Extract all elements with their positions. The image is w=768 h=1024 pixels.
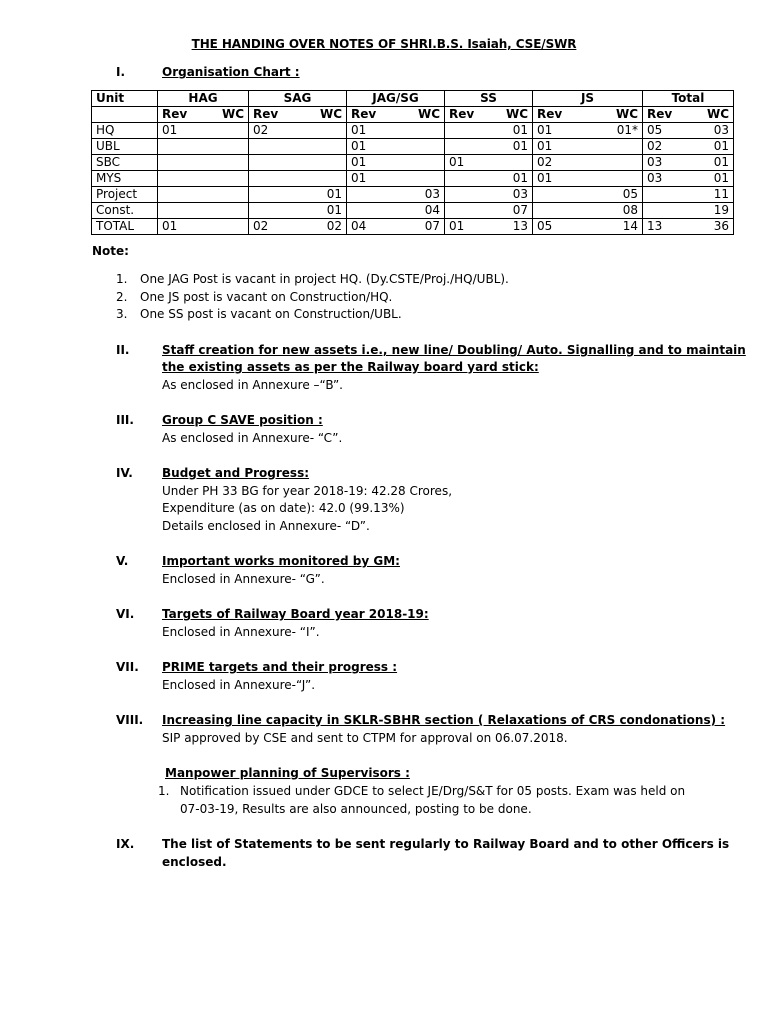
table-unit-cell: Const. — [92, 203, 158, 219]
table-value-wc — [426, 123, 440, 138]
table-cell — [158, 171, 249, 187]
section-6-body: Enclosed in Annexure- “I”. — [162, 625, 320, 639]
note-2-text: One JS post is vacant on Construction/HQ. — [140, 290, 393, 304]
table-cell — [533, 139, 643, 155]
section-2-number: II. — [116, 343, 130, 357]
table-value-rev: 01 — [351, 171, 367, 185]
sub-wc: WC — [221, 107, 244, 121]
table-value-rev: 01 — [449, 155, 465, 169]
table-value-rev: 05 — [647, 123, 663, 137]
sub-rev: Rev — [449, 107, 475, 121]
table-cell — [445, 171, 533, 187]
table-cell — [445, 123, 533, 139]
table-row — [92, 187, 734, 203]
section-3-number: III. — [116, 413, 134, 427]
table-unit-cell: UBL — [92, 139, 158, 155]
subheader-cell — [533, 107, 643, 123]
sub-rev: Rev — [647, 107, 673, 121]
table-cell — [643, 155, 734, 171]
table-value-rev: 04 — [351, 219, 367, 233]
header-total: Total — [643, 91, 734, 107]
section-9-line1: The list of Statements to be sent regularly to Railway Board and to other Officers is — [162, 837, 730, 851]
table-cell — [249, 187, 347, 203]
table-row — [92, 171, 734, 187]
table-cell — [643, 123, 734, 139]
table-value-wc: 07 — [424, 219, 440, 233]
table-value-wc: 05 — [622, 187, 638, 201]
table-cell — [347, 219, 445, 235]
table-value-wc — [624, 139, 638, 154]
header-jag-sg: JAG/SG — [347, 91, 445, 107]
table-cell — [347, 203, 445, 219]
manpower-item-line2: 07-03-19, Results are also announced, posting to be done. — [180, 802, 532, 816]
table-value-wc: 14 — [622, 219, 638, 233]
section-9-number: IX. — [116, 837, 135, 851]
table-value-rev — [449, 139, 463, 154]
subheader-cell — [158, 107, 249, 123]
table-value-rev: 03 — [647, 171, 663, 185]
table-value-wc: 01 — [512, 171, 528, 185]
subheader-blank — [92, 107, 158, 123]
table-row — [92, 219, 734, 235]
sub-wc: WC — [417, 107, 440, 121]
subheader-cell — [347, 107, 445, 123]
table-value-wc: 08 — [622, 203, 638, 217]
table-value-rev: 02 — [253, 123, 269, 137]
note-2-number: 2. — [116, 290, 128, 304]
table-cell — [533, 203, 643, 219]
table-value-wc — [328, 123, 342, 138]
table-value-wc — [426, 139, 440, 154]
table-cell — [158, 139, 249, 155]
section-8-heading: Increasing line capacity in SKLR-SBHR section ( Relaxations of CRS condonations) : — [162, 713, 726, 727]
table-cell — [347, 123, 445, 139]
table-cell — [158, 203, 249, 219]
sub-rev: Rev — [351, 107, 377, 121]
table-value-wc: 03 — [713, 123, 729, 137]
table-row — [92, 123, 734, 139]
table-cell — [249, 155, 347, 171]
section-8-body: SIP approved by CSE and sent to CTPM for approval on 06.07.2018. — [162, 731, 568, 745]
section-2-body: As enclosed in Annexure –“B”. — [162, 378, 343, 392]
table-value-rev: 02 — [253, 219, 269, 233]
table-cell — [347, 155, 445, 171]
table-subheader-row — [92, 107, 734, 123]
table-value-rev: 01 — [537, 123, 553, 137]
section-4-heading: Budget and Progress: — [162, 466, 310, 480]
table-value-rev — [351, 187, 365, 202]
table-cell — [533, 123, 643, 139]
section-7-number: VII. — [116, 660, 139, 674]
table-value-wc — [230, 123, 244, 138]
table-value-wc: 03 — [424, 187, 440, 201]
table-cell — [643, 187, 734, 203]
table-cell — [445, 219, 533, 235]
table-value-wc — [514, 155, 528, 170]
table-value-rev: 01 — [351, 123, 367, 137]
table-value-wc: 01 — [713, 171, 729, 185]
table-cell — [249, 139, 347, 155]
table-cell — [249, 219, 347, 235]
table-value-wc — [426, 171, 440, 186]
manpower-item-line1: Notification issued under GDCE to select JE/Drg/S&T for 05 posts. Exam was held on — [180, 784, 686, 798]
section-7-body: Enclosed in Annexure-“J”. — [162, 678, 316, 692]
table-value-wc: 11 — [713, 187, 729, 201]
table-cell — [445, 203, 533, 219]
table-value-wc: 01 — [326, 187, 342, 201]
manpower-item-number: 1. — [158, 784, 170, 798]
section-4-number: IV. — [116, 466, 133, 480]
table-value-rev — [449, 123, 463, 138]
table-value-wc — [426, 155, 440, 170]
sub-wc: WC — [706, 107, 729, 121]
table-value-rev: 01 — [537, 139, 553, 153]
table-cell — [533, 219, 643, 235]
table-value-rev: 05 — [537, 219, 553, 233]
sub-wc: WC — [505, 107, 528, 121]
table-value-rev: 02 — [537, 155, 553, 169]
table-cell — [158, 155, 249, 171]
table-cell — [347, 139, 445, 155]
subheader-cell — [249, 107, 347, 123]
sub-rev: Rev — [537, 107, 563, 121]
note-1-text: One JAG Post is vacant in project HQ. (Dy.CSTE/Proj./HQ/UBL). — [140, 272, 509, 286]
sub-rev: Rev — [253, 107, 279, 121]
table-value-wc: 07 — [512, 203, 528, 217]
table-value-wc: 01 — [713, 139, 729, 153]
section-6-heading: Targets of Railway Board year 2018-19: — [162, 607, 429, 621]
table-value-rev: 13 — [647, 219, 663, 233]
table-value-wc: 01 — [326, 203, 342, 217]
table-value-rev — [253, 187, 267, 202]
table-row — [92, 139, 734, 155]
section-4-line1: Under PH 33 BG for year 2018-19: 42.28 Crores, — [162, 484, 453, 498]
section-6-number: VI. — [116, 607, 135, 621]
table-unit-cell: SBC — [92, 155, 158, 171]
table-row — [92, 155, 734, 171]
table-value-wc: 02 — [326, 219, 342, 233]
table-cell — [158, 187, 249, 203]
table-value-rev — [647, 203, 661, 218]
table-cell — [533, 171, 643, 187]
table-value-wc: 01 — [713, 155, 729, 169]
table-header-row — [92, 91, 734, 107]
table-cell — [643, 219, 734, 235]
section-3-body: As enclosed in Annexure- “C”. — [162, 431, 343, 445]
table-cell — [158, 123, 249, 139]
table-cell — [445, 187, 533, 203]
table-cell — [347, 171, 445, 187]
section-1-heading: Organisation Chart : — [162, 65, 300, 79]
header-hag: HAG — [158, 91, 249, 107]
table-cell — [347, 187, 445, 203]
section-3-heading: Group C SAVE position : — [162, 413, 323, 427]
table-value-wc: 19 — [713, 203, 729, 217]
table-value-wc: 03 — [512, 187, 528, 201]
subheader-cell — [445, 107, 533, 123]
subheader-cell — [643, 107, 734, 123]
table-value-rev — [647, 187, 661, 202]
table-cell — [445, 139, 533, 155]
table-cell — [249, 171, 347, 187]
table-unit-cell: MYS — [92, 171, 158, 187]
section-4-line2: Expenditure (as on date): 42.0 (99.13%) — [162, 501, 405, 515]
table-value-wc: 04 — [424, 203, 440, 217]
note-1-number: 1. — [116, 272, 128, 286]
section-4-line3: Details enclosed in Annexure- “D”. — [162, 519, 370, 533]
table-value-rev: 01 — [351, 139, 367, 153]
table-value-rev: 01 — [351, 155, 367, 169]
table-cell — [158, 219, 249, 235]
manpower-heading: Manpower planning of Supervisors : — [165, 766, 410, 780]
table-unit-cell: Project — [92, 187, 158, 203]
header-ss: SS — [445, 91, 533, 107]
note-label: Note: — [92, 244, 129, 258]
table-value-rev: 02 — [647, 139, 663, 153]
table-value-rev: 01 — [537, 171, 553, 185]
table-value-wc: 01 — [512, 123, 528, 137]
section-5-heading: Important works monitored by GM: — [162, 554, 400, 568]
table-value-wc: 36 — [713, 219, 729, 233]
table-cell — [643, 171, 734, 187]
table-cell — [533, 155, 643, 171]
table-cell — [643, 203, 734, 219]
table-cell — [445, 155, 533, 171]
table-value-rev — [449, 203, 463, 218]
sub-rev: Rev — [162, 107, 188, 121]
section-5-body: Enclosed in Annexure- “G”. — [162, 572, 325, 586]
table-unit-cell: HQ — [92, 123, 158, 139]
table-cell — [249, 123, 347, 139]
table-value-wc: 01 — [512, 139, 528, 153]
table-cell — [643, 139, 734, 155]
sub-wc: WC — [319, 107, 342, 121]
section-8-number: VIII. — [116, 713, 144, 727]
section-7-heading: PRIME targets and their progress : — [162, 660, 398, 674]
document-title: THE HANDING OVER NOTES OF SHRI.B.S. Isaiah, CSE/SWR — [191, 37, 577, 51]
table-value-rev — [253, 203, 267, 218]
table-row — [92, 203, 734, 219]
table-cell — [533, 187, 643, 203]
section-9-line2: enclosed. — [162, 855, 227, 869]
table-value-wc: 01* — [616, 123, 638, 137]
section-1-number: I. — [116, 65, 126, 79]
section-5-number: V. — [116, 554, 129, 568]
note-3-number: 3. — [116, 307, 128, 321]
table-value-rev — [537, 187, 551, 202]
table-value-wc — [624, 155, 638, 170]
header-unit: Unit — [92, 91, 158, 107]
table-value-rev: 01 — [449, 219, 465, 233]
organisation-chart-table — [91, 90, 734, 235]
table-value-wc — [624, 171, 638, 186]
table-value-rev — [351, 203, 365, 218]
table-value-rev — [449, 171, 463, 186]
header-sag: SAG — [249, 91, 347, 107]
table-value-rev: 03 — [647, 155, 663, 169]
sub-wc: WC — [615, 107, 638, 121]
section-2-heading-line2: the existing assets as per the Railway board yard stick: — [162, 360, 539, 374]
note-3-text: One SS post is vacant on Construction/UBL. — [140, 307, 402, 321]
table-value-wc: 13 — [512, 219, 528, 233]
table-cell — [249, 203, 347, 219]
header-js: JS — [533, 91, 643, 107]
table-value-rev: 01 — [162, 123, 178, 137]
table-value-rev: 01 — [162, 219, 178, 233]
table-value-rev — [537, 203, 551, 218]
section-2-heading-line1: Staff creation for new assets i.e., new line/ Doubling/ Auto. Signalling and to maintain — [162, 343, 746, 357]
table-value-rev — [449, 187, 463, 202]
table-unit-cell: TOTAL — [92, 219, 158, 235]
table-value-wc — [230, 219, 244, 234]
